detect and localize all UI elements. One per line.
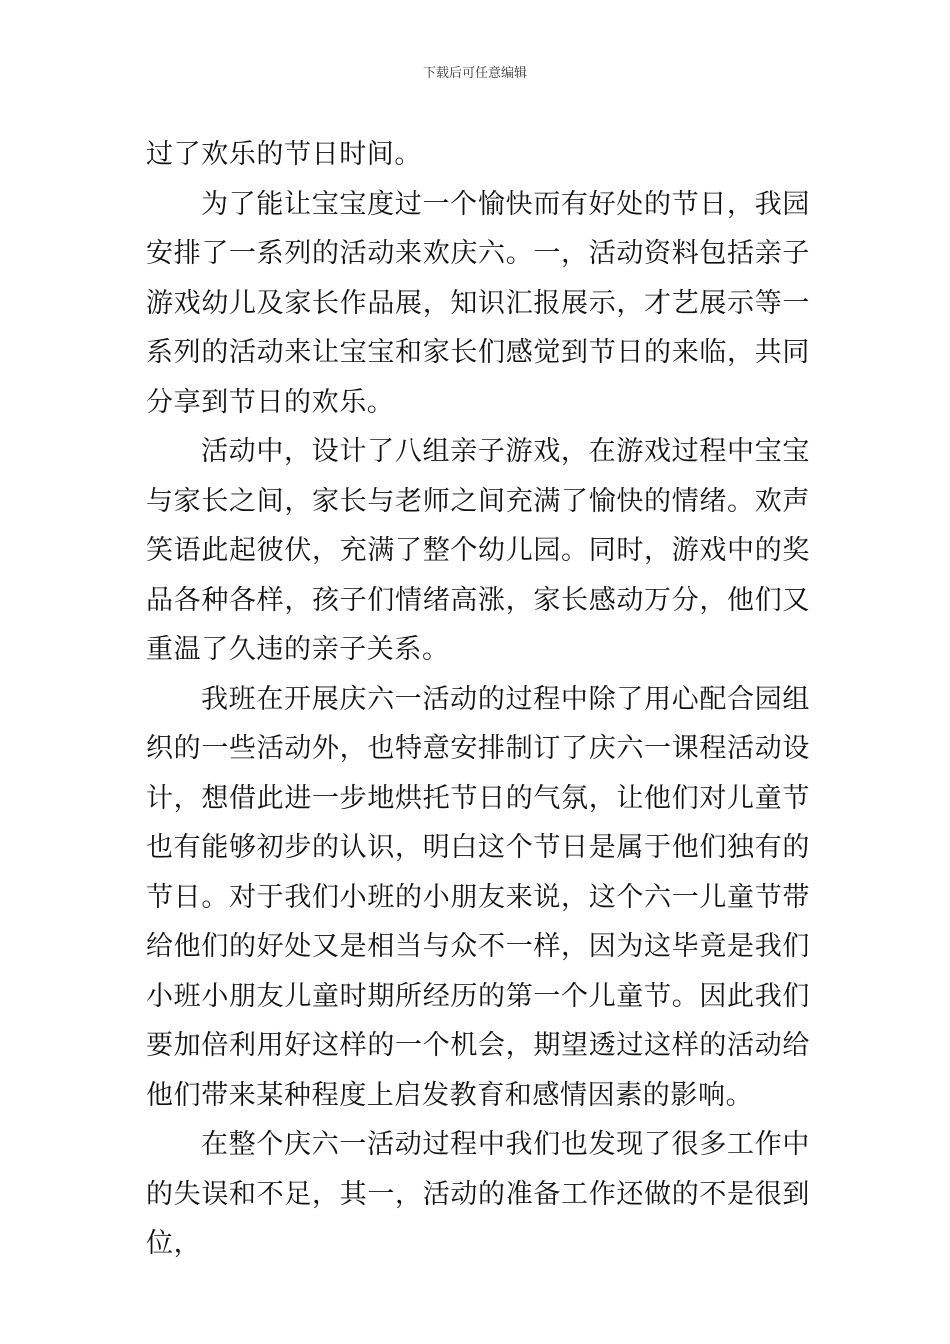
header-note: 下载后可任意编辑 [422, 66, 527, 81]
paragraph-1: 过了欢乐的节日时间。 [146, 139, 422, 170]
paragraph-2: 为了能让宝宝度过一个愉快而有好处的节日，我园安排了一系列的活动来欢庆六。一，活动资料包括亲子游戏幼儿及家长作品展，知识汇报展示，才艺展示等一系列的活动来让宝宝和家长们感觉到节日的来临，共同分享到节日的欢乐。 [146, 188, 810, 418]
document-body [146, 130, 810, 1269]
paragraph-5: 在整个庆六一活动过程中我们也发现了很多工作中的失误和不足，其一，活动的准备工作还做的不是很到位， [146, 1129, 810, 1259]
paragraph-4: 我班在开展庆六一活动的过程中除了用心配合园组织的一些活动外，也特意安排制订了庆六一课程活动设计，想借此进一步地烘托节日的气氛，让他们对儿童节也有能够初步的认识，明白这个节日是属于他们独有的节日。对于我们小班的小朋友来说，这个六一儿童节带给他们的好处又是相当与众不一样，因为这毕竟是我们小班小朋友儿童时期所经历的第一个儿童节。因此我们要加倍利用好这样的一个机会，期望透过这样的活动给他们带来某种程度上启发教育和感情因素的影响。 [146, 683, 810, 1111]
paragraph-3: 活动中，设计了八组亲子游戏，在游戏过程中宝宝与家长之间，家长与老师之间充满了愉快的情绪。欢声笑语此起彼伏，充满了整个幼儿园。同时，游戏中的奖品各种各样，孩子们情绪高涨，家长感动万分，他们又重温了久违的亲子关系。 [146, 436, 810, 665]
